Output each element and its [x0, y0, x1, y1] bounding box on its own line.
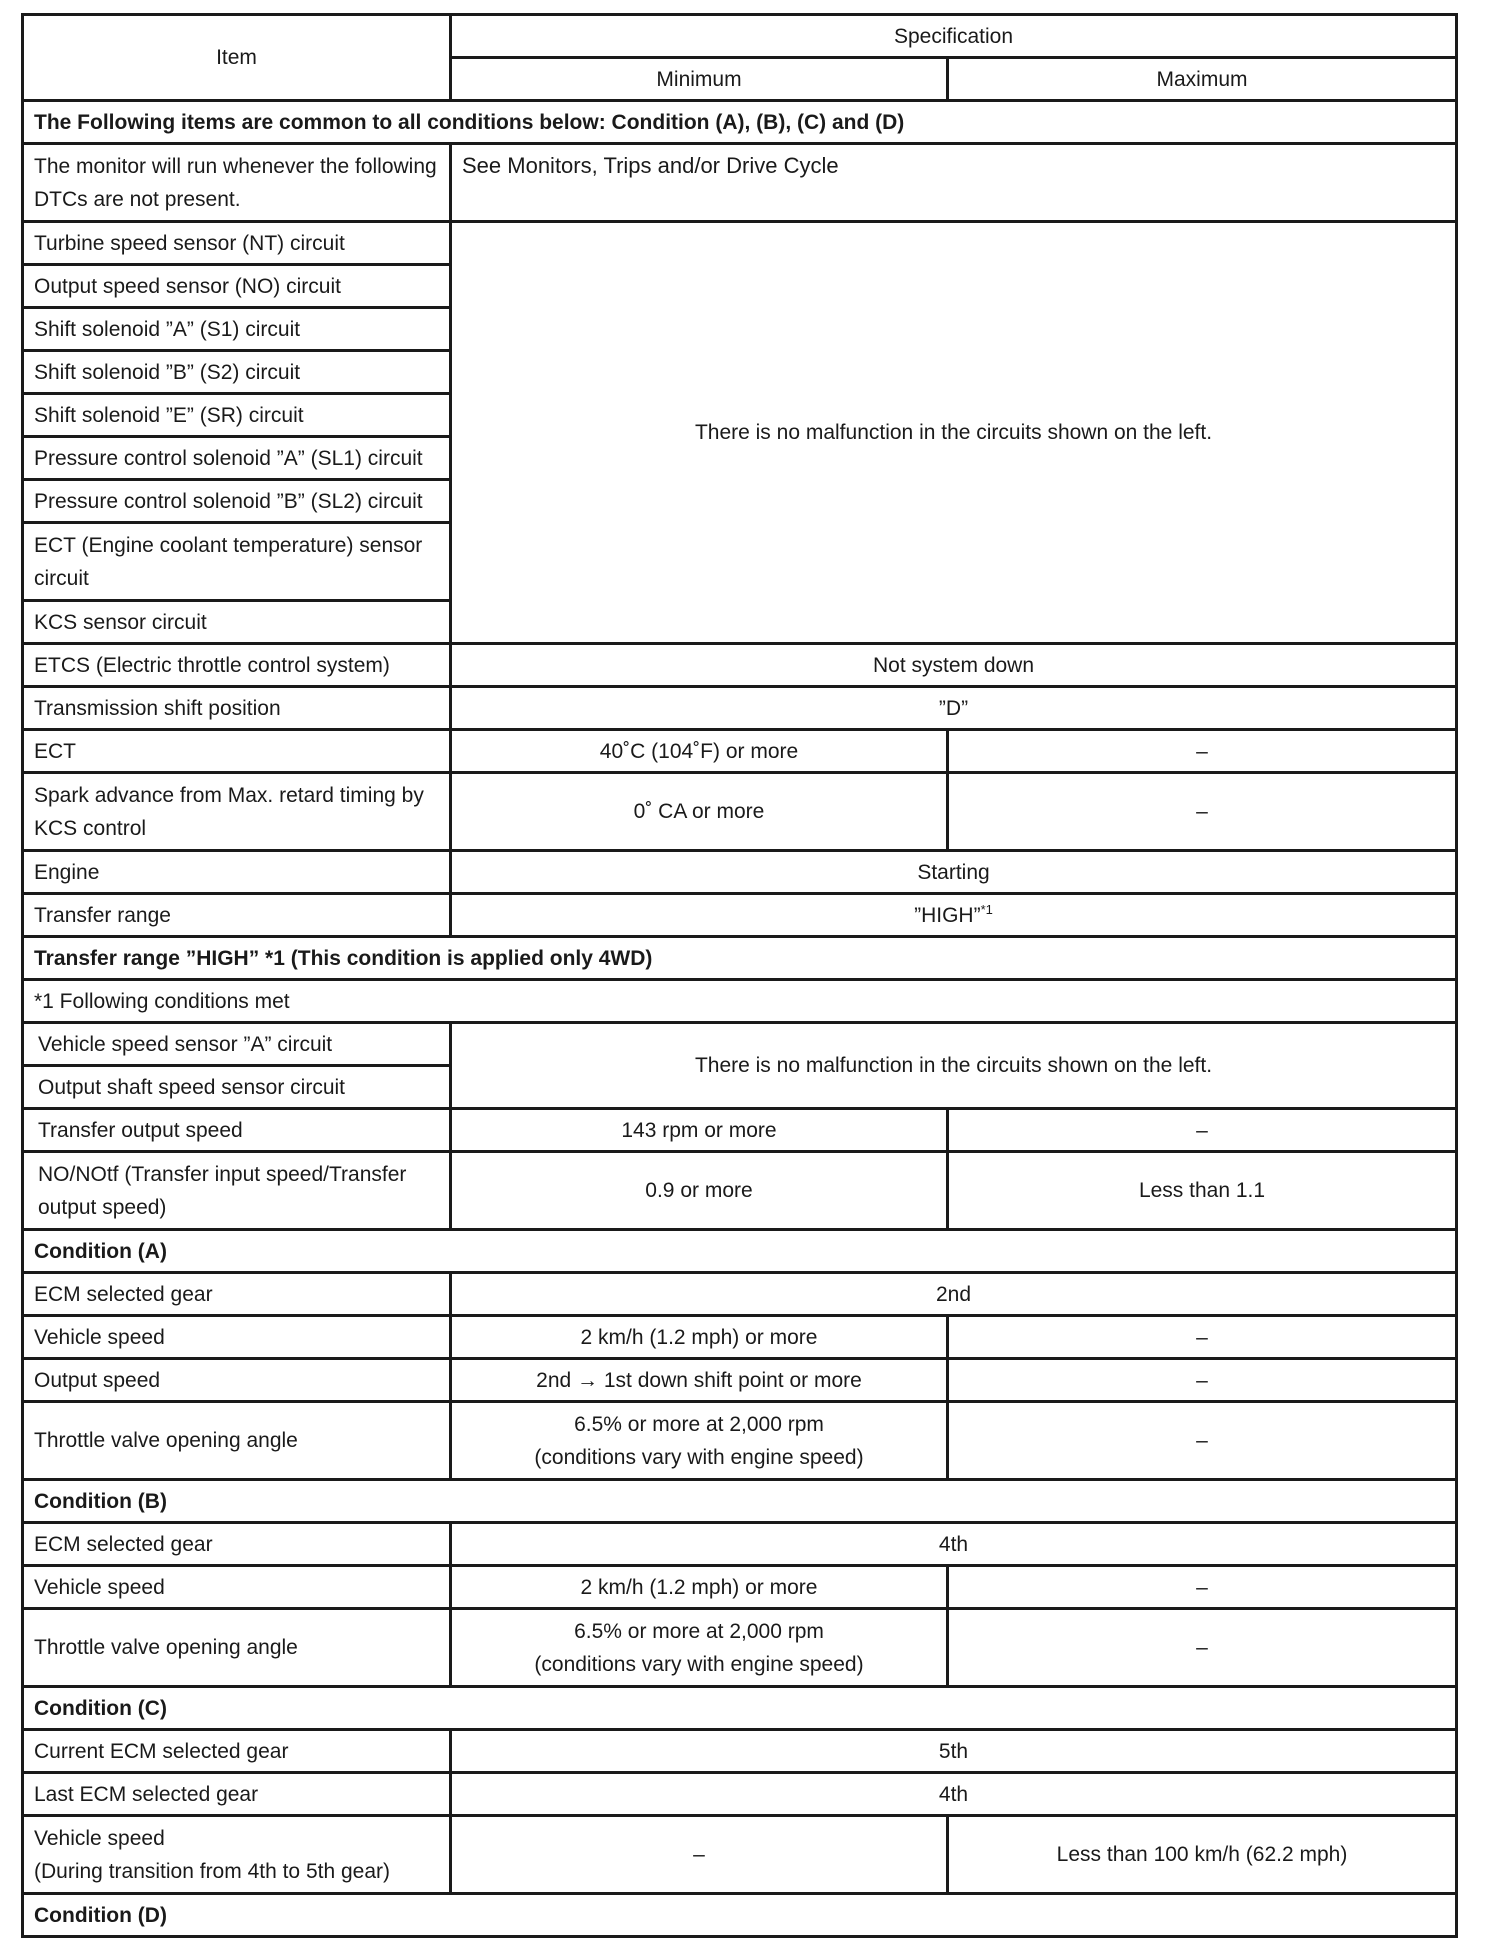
cond-b-tv-max: –	[948, 1609, 1457, 1687]
cond-c-last-spec: 4th	[451, 1773, 1457, 1816]
etcs-spec: Not system down	[451, 644, 1457, 687]
tos-min: 143 rpm or more	[451, 1109, 948, 1152]
cond-a-tv-min-line2: (conditions vary with engine speed)	[534, 1445, 864, 1469]
spark-min: 0˚ CA or more	[451, 773, 948, 851]
cond-b-vs-min: 2 km/h (1.2 mph) or more	[451, 1566, 948, 1609]
header-maximum: Maximum	[948, 58, 1457, 101]
oss-item: Output shaft speed sensor circuit	[23, 1066, 451, 1109]
circuit-item: Shift solenoid ”A” (S1) circuit	[23, 308, 451, 351]
spark-item: Spark advance from Max. retard timing by KCS control	[23, 773, 451, 851]
cond-c-heading: Condition (C)	[23, 1687, 1457, 1730]
cond-c-vs-item	[23, 1816, 451, 1894]
cond-a-os-item: Output speed	[23, 1359, 451, 1402]
cond-a-tv-item: Throttle valve opening angle	[23, 1402, 451, 1480]
cond-b-vs-max: –	[948, 1566, 1457, 1609]
transfer-circuit-spec: There is no malfunction in the circuits shown on the left.	[451, 1023, 1457, 1109]
cond-b-tv-item: Throttle valve opening angle	[23, 1609, 451, 1687]
ratio-min: 0.9 or more	[451, 1152, 948, 1230]
circuit-item: Output speed sensor (NO) circuit	[23, 265, 451, 308]
cond-a-os-max: –	[948, 1359, 1457, 1402]
ratio-max: Less than 1.1	[948, 1152, 1457, 1230]
cond-c-vs-item-line1: Vehicle speed	[34, 1826, 165, 1850]
cond-b-vs-item: Vehicle speed	[23, 1566, 451, 1609]
cond-a-heading: Condition (A)	[23, 1230, 1457, 1273]
cond-b-tv-min	[451, 1609, 948, 1687]
ect-item: ECT	[23, 730, 451, 773]
shift-item: Transmission shift position	[23, 687, 451, 730]
ratio-item: NO/NOtf (Transfer input speed/Transfer output speed)	[23, 1152, 451, 1230]
circuit-spec: There is no malfunction in the circuits shown on the left.	[451, 222, 1457, 644]
tos-item: Transfer output speed	[23, 1109, 451, 1152]
transfer-following: *1 Following conditions met	[23, 980, 1457, 1023]
spark-max: –	[948, 773, 1457, 851]
cond-a-tv-min	[451, 1402, 948, 1480]
cond-a-vs-item: Vehicle speed	[23, 1316, 451, 1359]
cond-a-vs-max: –	[948, 1316, 1457, 1359]
header-specification: Specification	[451, 15, 1457, 58]
header-minimum: Minimum	[451, 58, 948, 101]
circuit-item: Pressure control solenoid ”B” (SL2) circuit	[23, 480, 451, 523]
etcs-item: ETCS (Electric throttle control system)	[23, 644, 451, 687]
cond-b-tv-min-line1: 6.5% or more at 2,000 rpm	[574, 1619, 824, 1643]
circuit-item: Turbine speed sensor (NT) circuit	[23, 222, 451, 265]
cond-c-vs-item-line2: (During transition from 4th to 5th gear)	[34, 1859, 390, 1883]
cond-d-heading: Condition (D)	[23, 1894, 1457, 1937]
cond-a-gear-spec: 2nd	[451, 1273, 1457, 1316]
engine-spec: Starting	[451, 851, 1457, 894]
cond-c-last-item: Last ECM selected gear	[23, 1773, 451, 1816]
engine-item: Engine	[23, 851, 451, 894]
cond-a-tv-min-line1: 6.5% or more at 2,000 rpm	[574, 1412, 824, 1436]
cond-b-heading: Condition (B)	[23, 1480, 1457, 1523]
cond-a-vs-min: 2 km/h (1.2 mph) or more	[451, 1316, 948, 1359]
circuit-item: ECT (Engine coolant temperature) sensor circuit	[23, 523, 451, 601]
cond-c-cur-spec: 5th	[451, 1730, 1457, 1773]
cond-b-tv-min-line2: (conditions vary with engine speed)	[534, 1652, 864, 1676]
monitor-item: The monitor will run whenever the following DTCs are not present.	[23, 144, 451, 222]
header-item: Item	[23, 15, 451, 101]
shift-spec: ”D”	[451, 687, 1457, 730]
circuit-item: Pressure control solenoid ”A” (SL1) circuit	[23, 437, 451, 480]
cond-c-cur-item: Current ECM selected gear	[23, 1730, 451, 1773]
circuit-item: KCS sensor circuit	[23, 601, 451, 644]
monitor-spec: See Monitors, Trips and/or Drive Cycle	[451, 144, 1457, 222]
cond-c-vs-max: Less than 100 km/h (62.2 mph)	[948, 1816, 1457, 1894]
common-heading: The Following items are common to all conditions below: Condition (A), (B), (C) and (D)	[23, 101, 1457, 144]
transfer-spec	[451, 894, 1457, 937]
tos-max: –	[948, 1109, 1457, 1152]
circuit-item: Shift solenoid ”B” (S2) circuit	[23, 351, 451, 394]
spec-table	[21, 13, 1458, 1938]
transfer-spec-value: ”HIGH”	[914, 903, 981, 927]
cond-b-gear-spec: 4th	[451, 1523, 1457, 1566]
ect-max: –	[948, 730, 1457, 773]
cond-c-vs-min: –	[451, 1816, 948, 1894]
vss-item: Vehicle speed sensor ”A” circuit	[23, 1023, 451, 1066]
transfer-heading: Transfer range ”HIGH” *1 (This condition is applied only 4WD)	[23, 937, 1457, 980]
cond-a-tv-max: –	[948, 1402, 1457, 1480]
cond-a-os-min: 2nd → 1st down shift point or more	[451, 1359, 948, 1402]
cond-a-gear-item: ECM selected gear	[23, 1273, 451, 1316]
cond-b-gear-item: ECM selected gear	[23, 1523, 451, 1566]
circuit-item: Shift solenoid ”E” (SR) circuit	[23, 394, 451, 437]
transfer-item: Transfer range	[23, 894, 451, 937]
transfer-footnote-mark: *1	[980, 901, 993, 917]
ect-min: 40˚C (104˚F) or more	[451, 730, 948, 773]
